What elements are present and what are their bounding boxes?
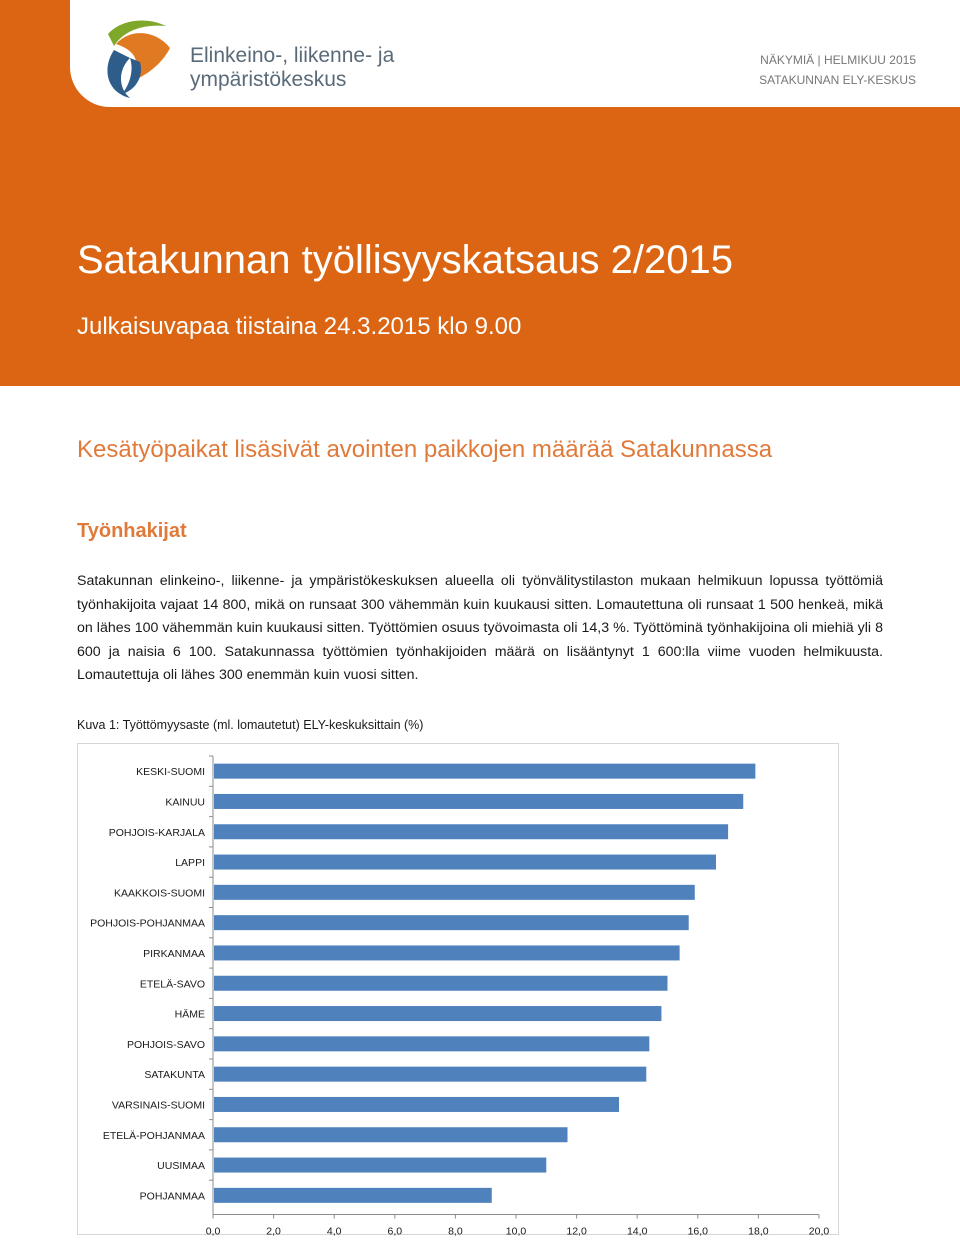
agency-name: [190, 44, 394, 92]
x-tick-label: 18,0: [748, 1225, 769, 1236]
x-tick-label: 6,0: [387, 1225, 403, 1236]
publication-series: NÄKYMIÄ | HELMIKUU 2015: [760, 53, 916, 67]
category-label: VARSINAIS-SUOMI: [111, 1099, 205, 1112]
bar: [214, 885, 695, 900]
category-label: POHJOIS-SAVO: [127, 1038, 205, 1051]
agency-name-line1: Elinkeino-, liikenne- ja: [190, 44, 395, 67]
ely-logo-icon: [100, 18, 180, 100]
bar: [214, 915, 689, 930]
category-label: ETELÄ-POHJANMAA: [102, 1129, 205, 1142]
category-label: ETELÄ-SAVO: [139, 978, 205, 991]
article-headline: Kesätyöpaikat lisäsivät avointen paikkojen määrää Satakunnassa: [77, 436, 773, 463]
body-paragraph: Satakunnan elinkeino-, liikenne- ja ympäristökeskuksen alueella oli työnvälitystilaston mukaan helmikuun lopussa työttömiä työnhakijoita vajaat 14 800, mikä on runsaat 300 vähemmän kuin kuukausi sitten. Lomautettuna oli runsaat 1 500 henkeä, mikä on lähes 100 vähemmän kuin kuukausi sitten. Työttömien osuus työvoimasta oli 14,3 %. Työttöminä työnhakijoina oli miehiä yli 8 600 ja naisia 6 100. Satakunnassa työttömien työnhakijoiden määrä on lisääntynyt 1 600:lla viime vuoden helmikuusta. Lomautettuja oli lähes 300 enemmän kuin vuosi sitten.: [77, 573, 883, 684]
category-label: SATAKUNTA: [144, 1069, 205, 1082]
bar: [214, 945, 680, 960]
category-label: UUSIMAA: [157, 1160, 205, 1173]
category-label: LAPPI: [175, 857, 205, 870]
bar: [214, 1188, 492, 1203]
category-label: KAAKKOIS-SUOMI: [113, 887, 205, 900]
x-tick-label: 14,0: [626, 1225, 648, 1236]
bar: [214, 764, 755, 779]
bar: [214, 1158, 546, 1173]
bar: [214, 1097, 619, 1112]
publication-info: [759, 50, 916, 90]
release-time: Julkaisuvapaa tiistaina 24.3.2015 klo 9.00: [77, 313, 522, 340]
category-label: KAINUU: [165, 796, 205, 809]
x-tick-label: 12,0: [566, 1225, 587, 1236]
category-label: POHJOIS-KARJALA: [108, 826, 205, 839]
bar: [214, 794, 743, 809]
ely-logo: [100, 18, 180, 100]
bar: [214, 855, 716, 870]
section-title: Työnhakijat: [77, 520, 187, 542]
x-tick-label: 0,0: [205, 1225, 221, 1236]
bar: [214, 1127, 568, 1142]
x-tick-label: 4,0: [326, 1225, 342, 1236]
category-label: HÄME: [174, 1008, 205, 1021]
category-label: POHJOIS-POHJANMAA: [90, 917, 205, 930]
bar: [214, 1006, 661, 1021]
unemployment-chart: [77, 743, 839, 1235]
bar: [214, 976, 668, 991]
category-label: POHJANMAA: [139, 1190, 205, 1203]
agency-name-line2: ympäristökeskus: [190, 68, 347, 91]
category-label: KESKI-SUOMI: [136, 766, 205, 779]
x-tick-label: 2,0: [266, 1225, 281, 1236]
category-label: PIRKANMAA: [143, 947, 205, 960]
publication-publisher: SATAKUNNAN ELY-KESKUS: [759, 73, 916, 87]
x-tick-label: 10,0: [505, 1225, 527, 1236]
x-tick-label: 16,0: [687, 1225, 709, 1236]
x-tick-label: 20,0: [808, 1225, 830, 1236]
bar: [214, 824, 728, 839]
figure-caption: Kuva 1: Työttömyysaste (ml. lomautetut) ELY-keskuksittain (%): [77, 718, 424, 732]
bar-chart-svg: [78, 744, 840, 1236]
bar: [214, 1036, 649, 1051]
page-title: Satakunnan työllisyyskatsaus 2/2015: [77, 238, 733, 282]
bar: [214, 1067, 646, 1082]
x-tick-label: 8,0: [448, 1225, 463, 1236]
